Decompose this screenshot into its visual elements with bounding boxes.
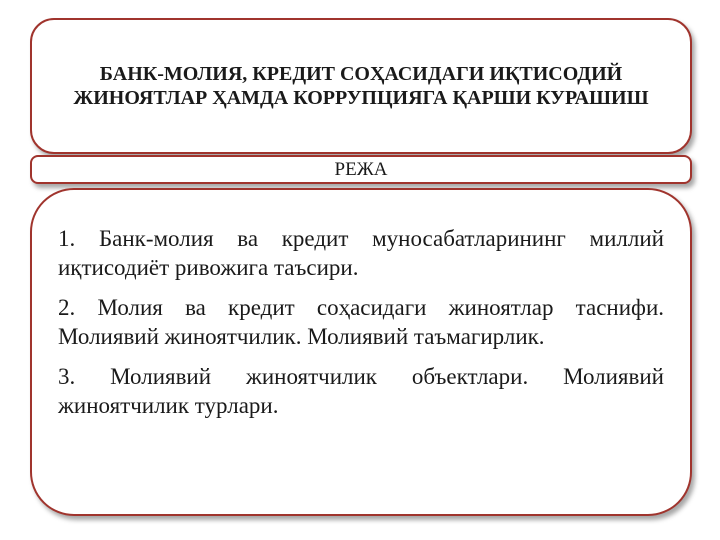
plan-items-list <box>32 190 690 420</box>
plan-item-2: 2. Молия ва кредит соҳасидаги жиноятлар таснифи. Молиявий жиноятчилик. Молиявий таъмагирлик. <box>58 295 664 349</box>
content-panel <box>30 188 692 516</box>
title-panel <box>30 18 692 154</box>
plan-item-3: 3. Молиявий жиноятчилик объектлари. Молиявий жиноятчилик турлари. <box>58 364 664 418</box>
plan-item-1: 1. Банк-молия ва кредит муносабатларининг миллий иқтисодиёт ривожига таъсири. <box>58 226 664 280</box>
plan-label-panel <box>30 155 692 184</box>
slide-title: БАНК-МОЛИЯ, КРЕДИТ СОҲАСИДАГИ ИҚТИСОДИЙ ЖИНОЯТЛАР ҲАМДА КОРРУПЦИЯГА ҚАРШИ КУРАШИШ <box>73 63 649 109</box>
plan-label: РЕЖА <box>334 158 388 180</box>
